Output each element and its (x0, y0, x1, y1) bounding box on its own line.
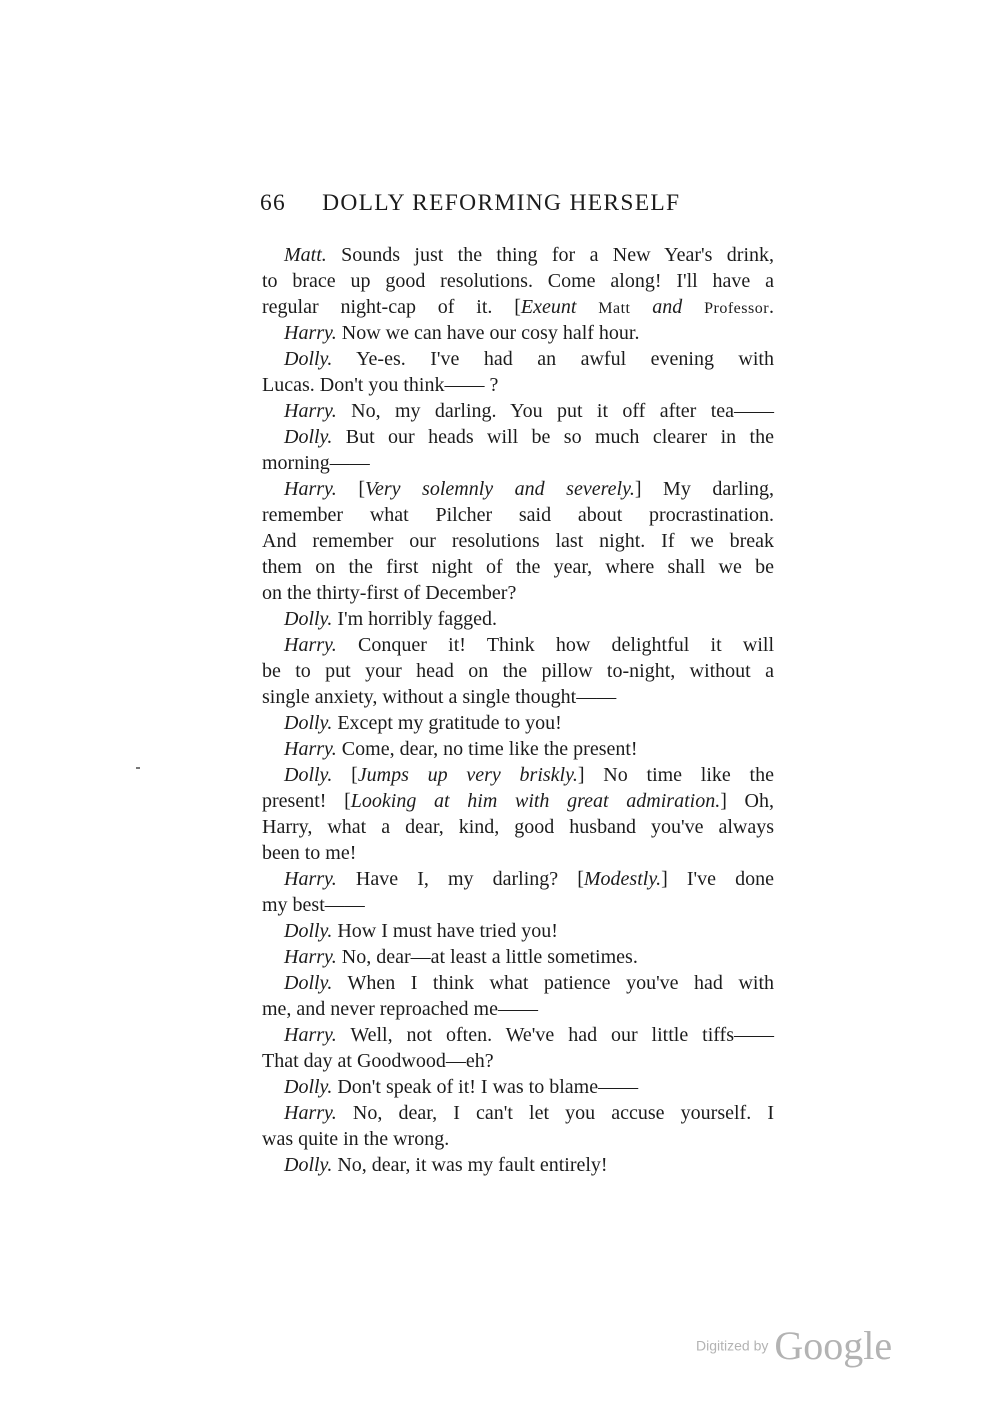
text-line: Harry. Well, not often. We've had our little tiffs—— (284, 1024, 774, 1046)
watermark-prefix: Digitized by (696, 1337, 769, 1354)
speaker-name: Dolly. (284, 972, 333, 994)
speaker-name: Harry. (284, 868, 337, 890)
speaker-name: Harry. (284, 738, 337, 760)
text-line: Dolly. No, dear, it was my fault entirely! (284, 1154, 608, 1176)
text-line: Dolly. I'm horribly fagged. (284, 608, 498, 630)
running-title: DOLLY REFORMING HERSELF (322, 190, 681, 216)
text-line: them on the first night of the year, where shall we be (262, 556, 774, 578)
text-line: Lucas. Don't you think—— ? (262, 374, 499, 396)
character-name: Professor (704, 300, 770, 317)
text-line: Harry. Now we can have our cosy half hour. (284, 322, 640, 344)
text-line: Harry. No, my darling. You put it off after tea—— (284, 400, 774, 422)
text-line: Dolly. When I think what patience you've had with (284, 972, 774, 994)
stage-direction: Looking at him with great admiration. (350, 790, 721, 812)
text-line: Harry. No, dear, I can't let you accuse yourself. I (284, 1102, 774, 1124)
text-line: Harry, what a dear, kind, good husband you've always (262, 816, 774, 838)
speaker-name: Dolly. (284, 1154, 333, 1176)
text-line: been to me! (262, 842, 357, 864)
scan-speck (136, 767, 140, 769)
text-line: Harry. No, dear—at least a little sometimes. (284, 946, 638, 968)
speaker-name: Dolly. (284, 764, 333, 786)
text-line: Dolly. But our heads will be so much clearer in the (284, 426, 774, 448)
speaker-name: Dolly. (284, 348, 333, 370)
speaker-name: Harry. (284, 322, 337, 344)
speaker-name: Dolly. (284, 712, 333, 734)
text-line: my best—— (262, 894, 365, 916)
text-line: me, and never reproached me—— (262, 998, 538, 1020)
speaker-name: Harry. (284, 634, 337, 656)
text-line: Dolly. [Jumps up very briskly.] No time like the (284, 764, 774, 786)
speaker-name: Dolly. (284, 1076, 333, 1098)
text-line: remember what Pilcher said about procrastination. (262, 504, 774, 526)
speaker-name: Harry. (284, 478, 337, 500)
running-header (260, 190, 680, 217)
character-name: Matt (598, 300, 631, 317)
text-line: Harry. Conquer it! Think how delightful it will (284, 634, 774, 656)
stage-direction: Exeunt (520, 296, 577, 318)
stage-direction: Jumps up very briskly. (357, 764, 578, 786)
stage-direction: Very solemnly and severely. (364, 478, 635, 500)
text-line: single anxiety, without a single thought—— (262, 686, 617, 708)
digitized-watermark (696, 1322, 892, 1369)
speaker-name: Dolly. (284, 608, 333, 630)
text-line: Harry. Come, dear, no time like the present! (284, 738, 638, 760)
text-line: Harry. Have I, my darling? [Modestly.] I've done (284, 868, 774, 890)
speaker-name: Harry. (284, 946, 337, 968)
speaker-name: Dolly. (284, 920, 333, 942)
speaker-name: Harry. (284, 1102, 337, 1124)
text-line: regular night-cap of it. [Exeunt Matt and Professor. (262, 296, 775, 318)
text-line: be to put your head on the pillow to-night, without a (262, 660, 774, 682)
text-line: That day at Goodwood—eh? (262, 1050, 494, 1072)
text-line: to brace up good resolutions. Come along! I'll have a (262, 270, 774, 292)
text-line: Dolly. Except my gratitude to you! (284, 712, 562, 734)
text-line: Dolly. Don't speak of it! I was to blame—— (284, 1076, 639, 1098)
stage-direction: Modestly. (583, 868, 662, 890)
text-line: And remember our resolutions last night. If we break (262, 530, 774, 552)
speaker-name: Dolly. (284, 426, 333, 448)
text-line: Dolly. How I must have tried you! (284, 920, 558, 942)
text-line: Dolly. Ye-es. I've had an awful evening with (284, 348, 774, 370)
speaker-name: Harry. (284, 1024, 337, 1046)
page-number: 66 (260, 190, 287, 216)
text-line: morning—— (262, 452, 370, 474)
text-line: present! [Looking at him with great admiration.] Oh, (262, 790, 775, 812)
text-line: Matt. Sounds just the thing for a New Year's drink, (284, 244, 774, 266)
play-text (262, 242, 774, 1178)
speaker-name: Matt. (284, 244, 327, 266)
text-line: on the thirty-first of December? (262, 582, 517, 604)
text-line: Harry. [Very solemnly and severely.] My darling, (284, 478, 774, 500)
speaker-name: Harry. (284, 400, 337, 422)
google-logo: Google (774, 1323, 893, 1368)
text-line: was quite in the wrong. (262, 1128, 450, 1150)
